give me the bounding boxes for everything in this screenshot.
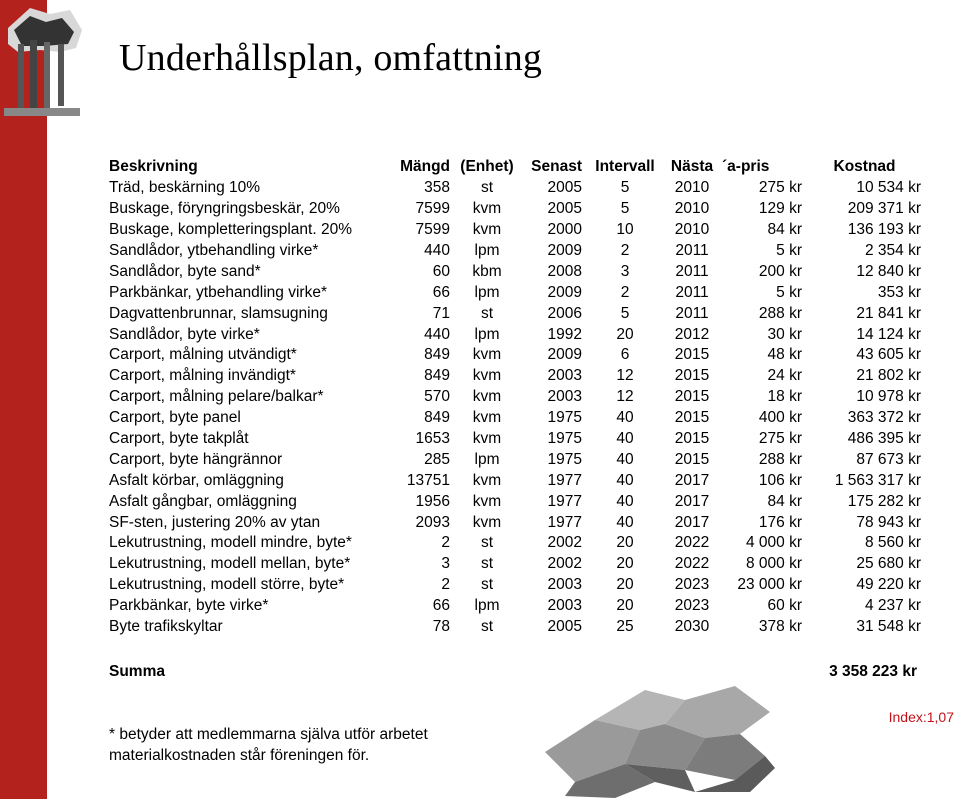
interval-cell: 20: [616, 555, 634, 573]
page-title: Underhållsplan, omfattning: [119, 37, 543, 79]
last-cell: 2002: [547, 555, 582, 573]
summa-value: 3 358 223 kr: [829, 663, 917, 680]
next-cell: 2015: [674, 409, 710, 427]
table-row: [106, 449, 924, 470]
unit-price-cell: 129 kr: [758, 200, 802, 218]
quantity-cell: 849: [424, 346, 450, 364]
cost-cell: 353 kr: [877, 283, 921, 301]
description-cell: Carport, byte panel: [109, 409, 241, 427]
unit-price-cell: 106 kr: [758, 471, 802, 489]
cost-cell: 14 124 kr: [856, 325, 921, 343]
tree-logo-icon: [0, 0, 84, 120]
unit-cell: st: [480, 179, 494, 197]
quantity-cell: 358: [424, 179, 450, 197]
unit-cell: kvm: [472, 409, 502, 427]
unit-cell: st: [480, 304, 494, 322]
cost-cell: 136 193 kr: [847, 221, 921, 239]
cost-cell: 1 563 317 kr: [834, 471, 921, 489]
cost-cell: 21 841 kr: [856, 304, 921, 322]
unit-cell: st: [480, 576, 494, 594]
quantity-cell: 570: [424, 388, 450, 406]
unit-price-cell: 378 kr: [758, 618, 802, 636]
quantity-cell: 2093: [415, 513, 450, 531]
next-cell: 2015: [674, 388, 710, 406]
next-cell: 2023: [674, 597, 710, 615]
quantity-cell: 2: [441, 576, 450, 594]
cost-cell: 175 282 kr: [847, 492, 921, 510]
footnote: [109, 724, 428, 766]
interval-cell: 40: [616, 409, 634, 427]
last-cell: 2002: [547, 534, 582, 552]
unit-cell: kvm: [472, 471, 502, 489]
last-cell: 2003: [547, 597, 582, 615]
last-cell: 2005: [547, 179, 582, 197]
next-cell: 2011: [675, 283, 709, 301]
cost-cell: 4 237 kr: [864, 597, 921, 615]
next-cell: 2015: [674, 367, 710, 385]
interval-cell: 3: [620, 262, 630, 280]
next-cell: 2015: [674, 346, 710, 364]
description-cell: Asfalt körbar, omläggning: [109, 471, 284, 489]
table-row: [106, 241, 924, 262]
cost-cell: 12 840 kr: [856, 262, 921, 280]
unit-price-cell: 200 kr: [758, 262, 802, 280]
interval-cell: 40: [616, 471, 634, 489]
unit-price-cell: 5 kr: [776, 242, 802, 259]
last-cell: 2009: [547, 346, 582, 364]
unit-cell: lpm: [474, 283, 500, 301]
interval-cell: 20: [616, 597, 634, 615]
last-cell: 1977: [547, 471, 582, 489]
description-cell: Lekutrustning, modell mellan, byte*: [109, 555, 351, 573]
col-header: Nästa: [670, 158, 714, 176]
last-cell: 1977: [547, 513, 582, 531]
quantity-cell: 78: [432, 618, 450, 636]
interval-cell: 40: [616, 450, 634, 468]
col-header: Intervall: [595, 158, 655, 176]
interval-cell: 25: [616, 618, 634, 636]
table-row: [106, 617, 924, 638]
last-cell: 2008: [547, 262, 582, 280]
next-cell: 2015: [674, 430, 710, 448]
interval-cell: 10: [616, 221, 634, 239]
quantity-cell: 7599: [415, 200, 450, 218]
last-cell: 2000: [547, 221, 582, 239]
quantity-cell: 440: [424, 325, 450, 343]
cost-cell: 209 371 kr: [847, 200, 921, 218]
last-cell: 2003: [547, 367, 582, 385]
description-cell: Parkbänkar, ytbehandling virke*: [109, 283, 327, 301]
table-row: [106, 282, 924, 303]
quantity-cell: 2: [441, 534, 450, 552]
unit-cell: lpm: [474, 597, 500, 615]
description-cell: Sandlådor, ytbehandling virke*: [109, 242, 319, 259]
table-row: [106, 220, 924, 241]
table-row: [106, 261, 924, 282]
table-row: [106, 554, 924, 575]
next-cell: 2015: [674, 450, 710, 468]
next-cell: 2012: [674, 325, 710, 343]
footnote-line: materialkostnaden står föreningen för.: [109, 747, 370, 764]
cost-cell: 78 943 kr: [856, 513, 921, 531]
next-cell: 2017: [674, 513, 710, 531]
cost-cell: 2 354 kr: [864, 242, 921, 259]
quantity-cell: 66: [432, 597, 450, 615]
cost-cell: 21 802 kr: [856, 367, 921, 385]
last-cell: 2003: [547, 576, 582, 594]
quantity-cell: 849: [424, 367, 450, 385]
unit-cell: lpm: [474, 450, 500, 468]
next-cell: 2011: [675, 262, 709, 280]
cost-cell: 8 560 kr: [864, 534, 921, 552]
table-header-row: [106, 157, 924, 178]
next-cell: 2030: [674, 618, 710, 636]
quantity-cell: 849: [424, 409, 450, 427]
table-row: [106, 324, 924, 345]
next-cell: 2023: [674, 576, 710, 594]
last-cell: 1977: [547, 492, 582, 510]
description-cell: Asfalt gångbar, omläggning: [109, 492, 297, 510]
last-cell: 2005: [547, 200, 582, 218]
next-cell: 2010: [674, 179, 710, 197]
interval-cell: 40: [616, 492, 634, 510]
unit-cell: lpm: [474, 242, 500, 259]
description-cell: Parkbänkar, byte virke*: [109, 597, 269, 615]
unit-cell: st: [480, 555, 494, 573]
next-cell: 2017: [674, 492, 710, 510]
unit-cell: kvm: [472, 492, 502, 510]
description-cell: SF-sten, justering 20% av ytan: [109, 513, 321, 531]
col-header: (Enhet): [460, 158, 514, 176]
last-cell: 1992: [547, 325, 582, 343]
description-cell: Lekutrustning, modell mindre, byte*: [109, 534, 352, 552]
last-cell: 2009: [547, 242, 582, 259]
interval-cell: 20: [616, 534, 634, 552]
next-cell: 2011: [675, 304, 709, 322]
cost-cell: 10 534 kr: [856, 179, 921, 197]
unit-price-cell: 23 000 kr: [737, 576, 802, 594]
table-row: [106, 533, 924, 554]
unit-price-cell: 84 kr: [767, 492, 802, 510]
quantity-cell: 71: [432, 304, 450, 322]
col-header: Kostnad: [833, 158, 896, 176]
description-cell: Carport, byte takplåt: [109, 430, 249, 448]
last-cell: 1975: [547, 430, 582, 448]
quantity-cell: 440: [424, 242, 450, 259]
description-cell: Carport, byte hängrännor: [109, 450, 283, 468]
col-header: Senast: [531, 158, 582, 176]
index-label: Index:1,07: [888, 709, 954, 725]
unit-cell: kvm: [472, 513, 502, 531]
last-cell: 2003: [547, 388, 582, 406]
unit-cell: kvm: [472, 346, 502, 364]
interval-cell: 5: [620, 304, 630, 322]
interval-cell: 5: [620, 179, 630, 197]
interval-cell: 40: [616, 430, 634, 448]
description-cell: Carport, målning utvändigt*: [109, 346, 297, 364]
unit-cell: st: [480, 618, 494, 636]
last-cell: 2005: [547, 618, 582, 636]
interval-cell: 2: [620, 283, 630, 301]
cost-cell: 31 548 kr: [856, 618, 921, 636]
unit-price-cell: 60 kr: [767, 597, 802, 615]
interval-cell: 2: [620, 242, 630, 259]
quantity-cell: 1956: [415, 492, 450, 510]
unit-price-cell: 84 kr: [767, 221, 802, 239]
cost-cell: 486 395 kr: [847, 430, 921, 448]
unit-price-cell: 4 000 kr: [745, 534, 802, 552]
description-cell: Carport, målning pelare/balkar*: [109, 388, 324, 406]
cost-cell: 43 605 kr: [856, 346, 921, 364]
next-cell: 2017: [674, 471, 710, 489]
unit-price-cell: 30 kr: [767, 325, 802, 343]
description-cell: Sandlådor, byte virke*: [109, 325, 260, 343]
unit-price-cell: 275 kr: [758, 430, 802, 448]
interval-cell: 12: [616, 367, 634, 385]
description-cell: Sandlådor, byte sand*: [109, 262, 261, 280]
col-header: Beskrivning: [109, 158, 198, 176]
unit-cell: kvm: [472, 388, 502, 406]
maintenance-table: [106, 157, 924, 637]
quantity-cell: 60: [432, 262, 450, 280]
quantity-cell: 13751: [406, 471, 450, 489]
description-cell: Buskage, kompletteringsplant. 20%: [109, 221, 352, 239]
description-cell: Träd, beskärning 10%: [109, 179, 261, 197]
table-row: [106, 303, 924, 324]
next-cell: 2010: [674, 221, 710, 239]
quantity-cell: 1653: [415, 430, 450, 448]
cost-cell: 363 372 kr: [847, 409, 921, 427]
table-row: [106, 429, 924, 450]
unit-price-cell: 176 kr: [758, 513, 802, 531]
description-cell: Dagvattenbrunnar, slamsugning: [109, 304, 328, 322]
interval-cell: 40: [616, 513, 634, 531]
table-row: [106, 575, 924, 596]
unit-cell: lpm: [474, 325, 500, 343]
next-cell: 2022: [674, 555, 710, 573]
unit-price-cell: 288 kr: [758, 450, 802, 468]
last-cell: 1975: [547, 409, 582, 427]
table-row: [106, 596, 924, 617]
cost-cell: 10 978 kr: [856, 388, 921, 406]
unit-price-cell: 48 kr: [767, 346, 802, 364]
unit-price-cell: 275 kr: [758, 179, 802, 197]
cost-cell: 49 220 kr: [856, 576, 921, 594]
unit-price-cell: 18 kr: [767, 388, 802, 406]
interval-cell: 5: [620, 200, 630, 218]
cost-cell: 87 673 kr: [856, 450, 921, 468]
description-cell: Carport, målning invändigt*: [109, 367, 296, 385]
next-cell: 2010: [674, 200, 710, 218]
table-row: [106, 345, 924, 366]
table-row: [106, 199, 924, 220]
interval-cell: 6: [620, 346, 630, 364]
interval-cell: 20: [616, 325, 634, 343]
col-header: Mängd: [400, 158, 450, 176]
next-cell: 2022: [674, 534, 710, 552]
description-cell: Byte trafikskyltar: [109, 618, 223, 636]
description-cell: Buskage, föryngringsbeskär, 20%: [109, 200, 340, 218]
unit-cell: kvm: [472, 367, 502, 385]
unit-cell: kvm: [472, 221, 502, 239]
table-row: [106, 366, 924, 387]
unit-price-cell: 24 kr: [767, 367, 802, 385]
unit-price-cell: 400 kr: [758, 409, 802, 427]
next-cell: 2011: [675, 242, 709, 259]
description-cell: Lekutrustning, modell större, byte*: [109, 576, 345, 594]
table-row: [106, 178, 924, 199]
quantity-cell: 285: [424, 450, 450, 468]
last-cell: 2006: [547, 304, 582, 322]
quantity-cell: 7599: [415, 221, 450, 239]
unit-price-cell: 288 kr: [758, 304, 802, 322]
col-header: ´a-pris: [722, 158, 770, 176]
quantity-cell: 66: [432, 283, 450, 301]
footnote-line: * betyder att medlemmarna själva utför arbetet: [109, 726, 428, 743]
unit-cell: kbm: [472, 262, 502, 280]
unit-cell: kvm: [472, 200, 502, 218]
last-cell: 2009: [547, 283, 582, 301]
unit-price-cell: 8 000 kr: [745, 555, 802, 573]
table-row: [106, 512, 924, 533]
interval-cell: 12: [616, 388, 634, 406]
table-row: [106, 387, 924, 408]
unit-cell: st: [480, 534, 494, 552]
unit-price-cell: 5 kr: [776, 283, 802, 301]
paving-stones-image: [535, 672, 780, 799]
cost-cell: 25 680 kr: [856, 555, 921, 573]
interval-cell: 20: [616, 576, 634, 594]
table-row: [106, 491, 924, 512]
table-row: [106, 408, 924, 429]
summa-label: Summa: [109, 663, 165, 680]
quantity-cell: 3: [441, 555, 450, 573]
table-row: [106, 470, 924, 491]
last-cell: 1975: [547, 450, 582, 468]
unit-cell: kvm: [472, 430, 502, 448]
